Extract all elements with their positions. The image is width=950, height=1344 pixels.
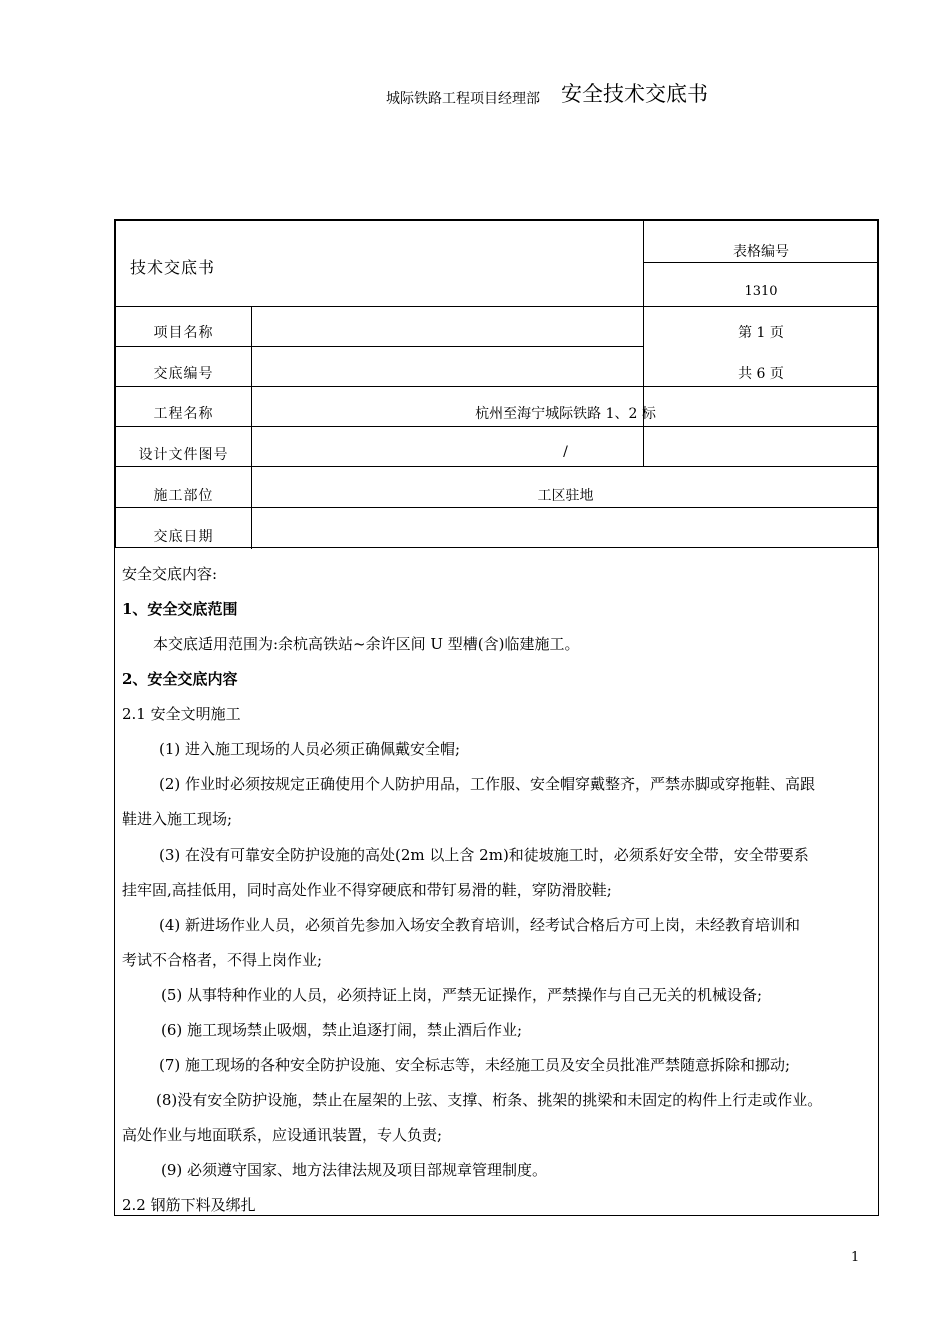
table-number-value: 1310 (744, 284, 778, 299)
list-item: (4) 新进场作业人员，必须首先参加入场安全教育培训，经考试合格后方可上岗，未经教育培训和 (159, 916, 801, 934)
list-item-continuation: 鞋进入施工现场; (122, 810, 233, 828)
divider (643, 262, 879, 263)
section-2-1-title: 2.1 安全文明施工 (122, 705, 241, 723)
disclosure-form (114, 219, 879, 1216)
form-header-table (115, 220, 878, 548)
total-pages-indicator: 共 6 页 (738, 366, 784, 382)
list-item: (5) 从事特种作业的人员，必须持证上岗，严禁无证操作，严禁操作与自己无关的机械设备; (161, 986, 763, 1004)
list-item: (6) 施工现场禁止吸烟，禁止追逐打闹，禁止酒后作业; (161, 1021, 523, 1039)
disclosure-date-label: 交底日期 (153, 529, 214, 545)
page-number: 1 (851, 1250, 860, 1265)
divider (116, 386, 879, 387)
list-item: (3) 在没有可靠安全防护设施的高处(2m 以上含 2m)和徒坡施工时，必须系好安全带，安全带要系 (159, 846, 809, 864)
construction-site-value: 工区驻地 (537, 488, 594, 504)
design-doc-value: / (563, 444, 568, 460)
list-item: (9) 必须遵守国家、地方法律法规及项目部规章管理制度。 (161, 1161, 548, 1179)
design-doc-label: 设计文件图号 (138, 447, 229, 463)
list-item: (8)没有安全防护设施，禁止在屋架的上弦、支撑、桁条、挑架的挑梁和未固定的构件上行走或作业。 (156, 1091, 823, 1109)
list-item: (1) 进入施工现场的人员必须正确佩戴安全帽; (159, 740, 461, 758)
page-indicator: 第 1 页 (738, 325, 784, 341)
section-1-text: 本交底适用范围为:余杭高铁站~余许区间 U 型槽(含)临建施工。 (153, 635, 580, 653)
divider (116, 346, 643, 347)
section-1-title: 1、安全交底范围 (122, 600, 238, 618)
divider (116, 426, 879, 427)
engineering-name-label: 工程名称 (153, 406, 214, 422)
disclosure-number-label: 交底编号 (153, 366, 214, 382)
divider (251, 306, 252, 549)
engineering-name-value: 杭州至海宁城际铁路 1、2 标 (475, 406, 656, 422)
construction-site-label: 施工部位 (153, 488, 214, 504)
section-2-title: 2、安全交底内容 (122, 670, 238, 688)
divider (116, 466, 879, 467)
project-name-label: 项目名称 (153, 325, 214, 341)
divider (116, 507, 879, 508)
organization-name: 城际铁路工程项目经理部 (386, 91, 540, 107)
doc-type-label: 技术交底书 (130, 258, 216, 277)
list-item-continuation: 挂牢固,高挂低用，同时高处作业不得穿硬底和带钉易滑的鞋，穿防滑胶鞋; (122, 881, 612, 899)
list-item-continuation: 考试不合格者，不得上岗作业; (122, 951, 323, 969)
table-number-label: 表格编号 (733, 244, 789, 260)
divider (116, 306, 879, 307)
list-item-continuation: 高处作业与地面联系，应设通讯装置，专人负责; (122, 1126, 443, 1144)
content-intro: 安全交底内容: (122, 565, 218, 583)
document-title: 安全技术交底书 (561, 82, 708, 106)
section-2-2-title: 2.2 钢筋下料及绑扎 (122, 1196, 256, 1214)
list-item: (2) 作业时必须按规定正确使用个人防护用品，工作服、安全帽穿戴整齐，严禁赤脚或穿拖鞋、高跟 (159, 775, 816, 793)
list-item: (7) 施工现场的各种安全防护设施、安全标志等，未经施工员及安全员批准严禁随意拆除和挪动; (159, 1056, 791, 1074)
